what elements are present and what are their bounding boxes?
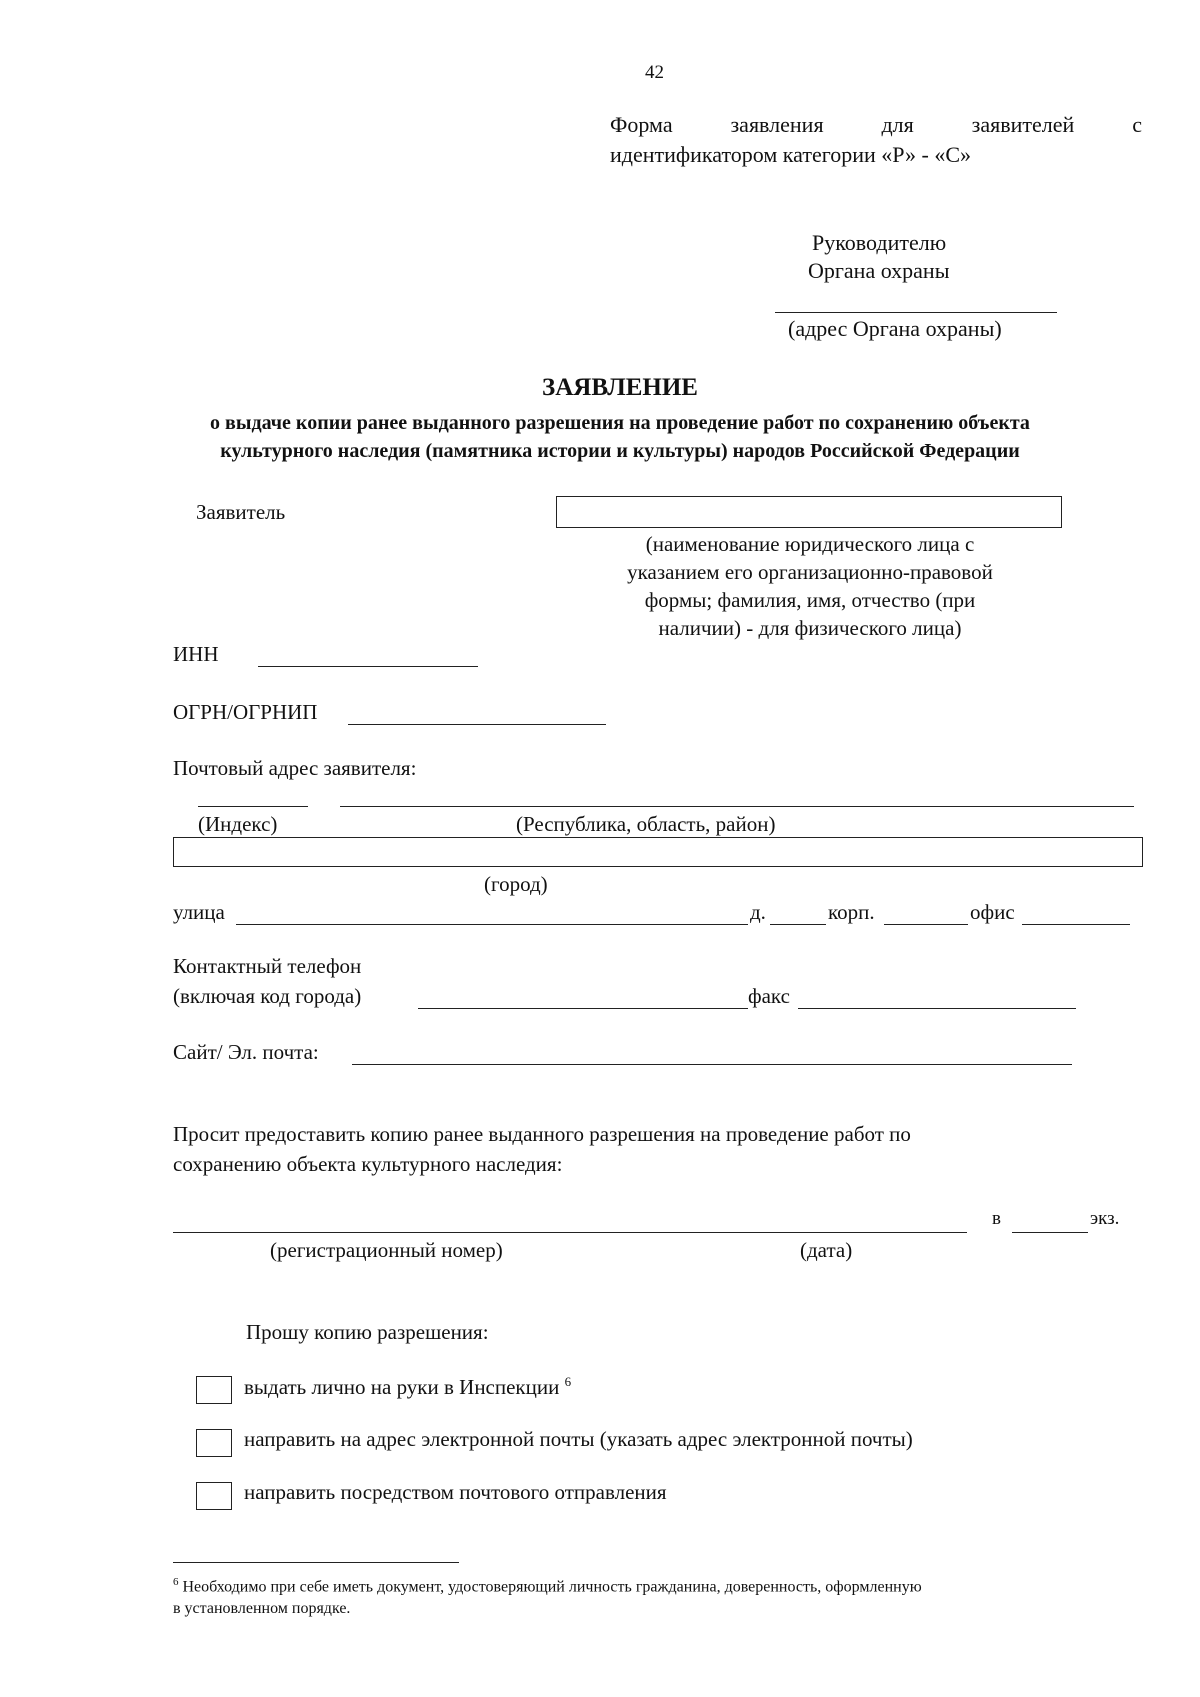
applicant-field[interactable] (556, 496, 1062, 528)
fax-label: факс (748, 984, 790, 1008)
addressee-address-field[interactable] (775, 312, 1057, 313)
applicant-caption-line: наличии) - для физического лица) (658, 616, 962, 640)
form-word: заявителей (971, 112, 1075, 137)
index-field[interactable] (198, 806, 308, 807)
fax-field[interactable] (798, 1008, 1076, 1009)
ogrn-field[interactable] (348, 724, 606, 725)
city-caption: (город) (484, 872, 548, 896)
postal-label: Почтовый адрес заявителя: (173, 756, 417, 780)
phone-label: Контактный телефон (173, 954, 362, 978)
delivery-option-checkbox[interactable] (196, 1482, 232, 1510)
form-word: для (881, 112, 914, 137)
city-field[interactable] (173, 837, 1143, 867)
registration-date-field[interactable] (173, 1232, 967, 1233)
form-word: Форма (610, 112, 673, 137)
delivery-option-text: направить посредством почтового отправления (244, 1480, 667, 1504)
office-label: офис (970, 900, 1015, 924)
footnote-divider (173, 1562, 459, 1563)
delivery-option-label (244, 1374, 571, 1400)
applicant-label: Заявитель (196, 500, 286, 524)
applicant-caption-line: указанием его организационно-правовой (627, 560, 993, 584)
index-caption: (Индекс) (198, 812, 278, 836)
copies-label: экз. (1090, 1208, 1120, 1229)
form-word: заявления (730, 112, 824, 137)
building-field[interactable] (884, 924, 968, 925)
footnote-text: Необходимо при себе иметь документ, удостоверяющий личность гражданина, доверенность, оформленную (182, 1578, 922, 1596)
document-title: ЗАЯВЛЕНИЕ (542, 374, 698, 401)
date-caption: (дата) (800, 1238, 853, 1262)
footnote-line2: в установленном порядке. (173, 1600, 351, 1617)
addressee-line2: Органа охраны (808, 258, 950, 283)
house-label: д. (750, 900, 766, 924)
region-field[interactable] (340, 806, 1134, 807)
street-field[interactable] (236, 924, 748, 925)
office-field[interactable] (1022, 924, 1130, 925)
house-field[interactable] (770, 924, 826, 925)
page-number: 42 (645, 62, 664, 83)
addressee-address-caption: (адрес Органа охраны) (788, 316, 1002, 341)
applicant-caption (560, 530, 1060, 642)
site-email-label: Сайт/ Эл. почта: (173, 1040, 319, 1064)
form-header-line1 (610, 112, 1142, 138)
region-caption: (Республика, область, район) (516, 812, 776, 836)
registration-caption: (регистрационный номер) (270, 1238, 503, 1262)
request-text-line1: Просит предоставить копию ранее выданного разрешения на проведение работ по (173, 1122, 911, 1146)
footnote-mark: 6 (173, 1576, 179, 1588)
site-email-field[interactable] (352, 1064, 1072, 1065)
phone-field[interactable] (418, 1008, 748, 1009)
form-header-line2: идентификатором категории «Р» - «С» (610, 142, 972, 167)
delivery-option-checkbox[interactable] (196, 1429, 232, 1457)
delivery-option-text: выдать лично на руки в Инспекции (244, 1375, 560, 1399)
inn-field[interactable] (258, 666, 478, 667)
building-label: корп. (828, 900, 875, 924)
request-text-line2: сохранению объекта культурного наследия: (173, 1152, 563, 1176)
form-word: с (1132, 112, 1142, 137)
document-subtitle-line2: культурного наследия (памятника истории и культуры) народов Российской Федерации (220, 440, 1020, 462)
phone-label-2: (включая код города) (173, 984, 362, 1008)
inn-label: ИНН (173, 642, 219, 666)
addressee-line1: Руководителю (812, 230, 947, 255)
copies-field[interactable] (1012, 1232, 1088, 1233)
applicant-caption-line: формы; фамилия, имя, отчество (при (644, 588, 976, 612)
document-subtitle-line1: о выдаче копии ранее выданного разрешения на проведение работ по сохранению объекта (210, 412, 1030, 434)
footnote-line1 (173, 1576, 922, 1596)
ogrn-label: ОГРН/ОГРНИП (173, 700, 318, 724)
in-label: в (992, 1208, 1001, 1229)
delivery-heading: Прошу копию разрешения: (246, 1320, 489, 1344)
street-label: улица (173, 900, 225, 924)
applicant-caption-line: (наименование юридического лица с (645, 532, 975, 556)
footnote-reference: 6 (564, 1374, 572, 1389)
delivery-option-text: направить на адрес электронной почты (указать адрес электронной почты) (244, 1427, 913, 1451)
delivery-option-checkbox[interactable] (196, 1376, 232, 1404)
